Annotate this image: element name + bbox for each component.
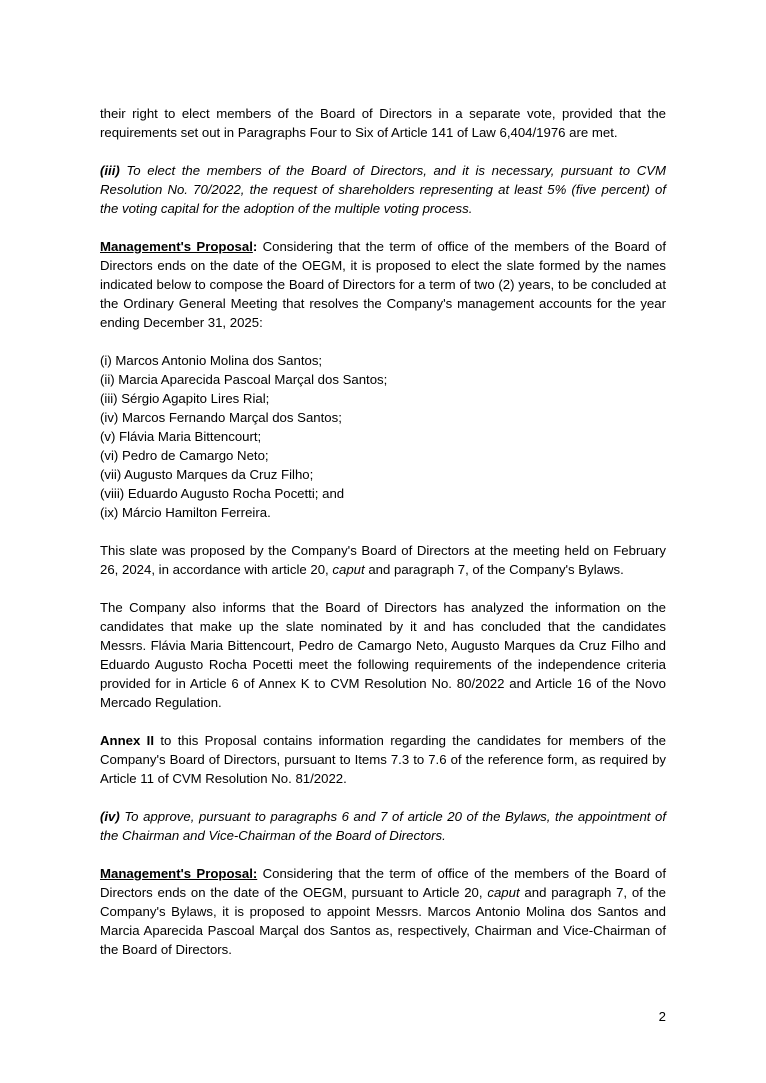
paragraph-separate-vote-text: their right to elect members of the Board of Directors in a separate vote, provided that the requirements set out in Paragraphs Four to Six of Article 141 of Law 6,404/1976 are met.: [100, 106, 666, 140]
agenda-item-iv-text: To approve, pursuant to paragraphs 6 and 7 of article 20 of the Bylaws, the appointment of the Chairman and Vice-Chairman of the Board of Directors.: [100, 809, 666, 843]
candidate-list: [100, 351, 666, 522]
paragraph-annex-text: to this Proposal contains information regarding the candidates for members of the Company's Board of Directors, pursuant to Items 7.3 to 7.6 of the reference form, as required by Article 11 of CVM Resolution No. 81/2022.: [100, 733, 667, 786]
candidate-item: (iv) Marcos Fernando Marçal dos Santos;: [100, 410, 342, 425]
candidate-item: (ii) Marcia Aparecida Pascoal Marçal dos Santos;: [100, 372, 388, 387]
management-proposal-2-caput: caput: [487, 885, 520, 900]
document-body: [100, 104, 666, 959]
candidate-item: (v) Flávia Maria Bittencourt;: [100, 429, 262, 444]
candidate-item: (ix) Márcio Hamilton Ferreira.: [100, 505, 271, 520]
management-proposal-1-text: Considering that the term of office of the members of the Board of Directors ends on the date of the OEGM, it is proposed to elect the slate formed by the names indicated below to compose the Board of Directors for a term of two (2) years, to be concluded at the Ordinary General Meeting that resolves the Company's management accounts for the year ending December 31, 2025:: [100, 239, 666, 330]
paragraph-independence: [100, 598, 666, 712]
candidate-item: (vi) Pedro de Camargo Neto;: [100, 448, 269, 463]
agenda-item-iii-text: To elect the members of the Board of Directors, and it is necessary, pursuant to CVM Resolution No. 70/2022, the request of shareholders representing at least 5% (five percent) of the voting capital for the adoption of the multiple voting process.: [100, 163, 666, 216]
paragraph-slate-proposed-text-1: This slate was proposed by the Company's Board of Directors at the meeting held on February 26, 2024, in accordance with article 20,: [100, 543, 666, 577]
management-proposal-2-text-1: Considering that the term of office of the members of the Board of Directors ends on the date of the OEGM, pursuant to Article 20,: [100, 866, 666, 900]
candidate-item: (iii) Sérgio Agapito Lires Rial;: [100, 391, 270, 406]
agenda-item-iv: [100, 807, 666, 845]
candidate-item: (i) Marcos Antonio Molina dos Santos;: [100, 353, 323, 368]
paragraph-slate-proposed-text-2: and paragraph 7, of the Company's Bylaws.: [364, 562, 624, 577]
candidate-item: (vii) Augusto Marques da Cruz Filho;: [100, 467, 314, 482]
candidate-item: (viii) Eduardo Augusto Rocha Pocetti; and: [100, 486, 345, 501]
paragraph-independence-text: The Company also informs that the Board of Directors has analyzed the information on the candidates that make up the slate nominated by it and has concluded that the candidates Messrs. Flávia Maria Bittencourt, Pedro de Camargo Neto, Augusto Marques da Cruz Filho and Eduardo Augusto Rocha Pocetti meet the following requirements of the independence criteria provided for in Article 6 of Annex K to CVM Resolution No. 80/2022 and Article 16 of the Novo Mercado Regulation.: [100, 600, 666, 710]
management-proposal-2-heading: Management's Proposal:: [100, 866, 258, 881]
paragraph-separate-vote: [100, 104, 666, 142]
agenda-item-iii-label: (iii): [100, 163, 120, 178]
management-proposal-1: [100, 237, 666, 332]
management-proposal-1-colon: :: [252, 239, 263, 254]
page-number: 2: [658, 1009, 666, 1024]
paragraph-slate-proposed: [100, 541, 666, 579]
paragraph-annex: [100, 731, 666, 788]
management-proposal-1-heading: Management's Proposal: [100, 239, 253, 254]
agenda-item-iv-label: (iv): [100, 809, 120, 824]
agenda-item-iii: [100, 161, 666, 218]
paragraph-annex-label: Annex II: [100, 733, 155, 748]
paragraph-slate-proposed-caput: caput: [332, 562, 365, 577]
management-proposal-2: [100, 864, 666, 959]
management-proposal-2-text-2: and paragraph 7, of the Company's Bylaws, it is proposed to appoint Messrs. Marcos Antonio Molina dos Santos and Marcia Aparecida Pascoal Marçal dos Santos as, respectively, Chairman and Vice-Chairman of the Board of Directors.: [100, 885, 667, 957]
